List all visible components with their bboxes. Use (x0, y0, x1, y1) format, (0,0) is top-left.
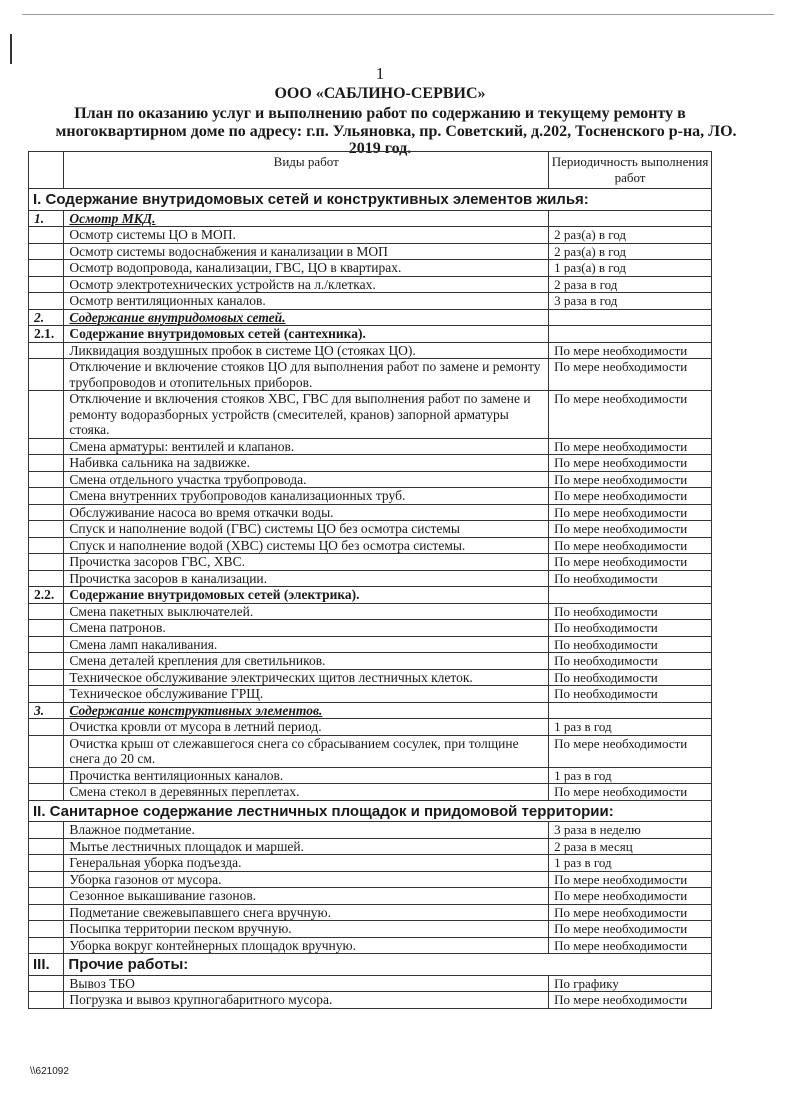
row-number-cell (29, 276, 64, 293)
row-number-cell (29, 488, 64, 505)
table-row (29, 653, 712, 670)
table-row (29, 227, 712, 244)
header-empty-cell (29, 152, 64, 189)
section-3-heading-row (29, 954, 712, 976)
periodicity-cell: По мере необходимости (549, 921, 712, 938)
table-row (29, 871, 712, 888)
row-number-cell (29, 871, 64, 888)
work-type-cell: Мытье лестничных площадок и маршей. (64, 838, 549, 855)
work-type-cell: Смена патронов. (64, 620, 549, 637)
periodicity-cell: По мере необходимости (549, 992, 712, 1009)
work-type-cell: Осмотр системы водоснабжения и канализации в МОП (64, 243, 549, 260)
work-type-cell: Ликвидация воздушных пробок в системе ЦО (стояках ЦО). (64, 342, 549, 359)
page-number: 1 (375, 64, 385, 83)
row-number-cell (29, 669, 64, 686)
table-row (29, 471, 712, 488)
periodicity-cell: 1 раз(а) в год (549, 260, 712, 277)
work-type-cell: Уборка газонов от мусора. (64, 871, 549, 888)
table-row (29, 504, 712, 521)
header-period: Периодичность выполнения работ (549, 152, 712, 189)
subsection-2-1-title: Содержание внутридомовых сетей (сантехника). (64, 326, 549, 343)
table-row (29, 686, 712, 703)
subsection-2-1-row (29, 326, 712, 343)
table-row (29, 554, 712, 571)
subsection-2-row (29, 309, 712, 326)
subsection-2-number: 2. (29, 309, 64, 326)
table-row (29, 669, 712, 686)
row-number-cell (29, 767, 64, 784)
title-line-3: 2019 год. (348, 140, 412, 157)
table-row (29, 767, 712, 784)
title-line-2: многоквартирном доме по адресу: г.п. Ульяновка, пр. Советский, д.202, Тосненского р-на, ЛО. (55, 123, 737, 140)
work-type-cell: Смена пакетных выключателей. (64, 603, 549, 620)
subsection-2-2-title: Содержание внутридомовых сетей (электрика). (64, 587, 549, 604)
table-row (29, 719, 712, 736)
table-row (29, 603, 712, 620)
periodicity-cell: 2 раза в год (549, 276, 712, 293)
periodicity-cell: 1 раз в год (549, 767, 712, 784)
periodicity-cell: По мере необходимости (549, 937, 712, 954)
row-number-cell (29, 243, 64, 260)
row-number-cell (29, 620, 64, 637)
org-name: ООО «САБЛИНО-СЕРВИС» (274, 85, 486, 102)
row-number-cell (29, 784, 64, 801)
table-row (29, 342, 712, 359)
subsection-2-1-number: 2.1. (29, 326, 64, 343)
work-type-cell: Смена ламп накаливания. (64, 636, 549, 653)
document-code: \\621092 (30, 1066, 69, 1077)
subsection-3-number: 3. (29, 702, 64, 719)
periodicity-cell: По мере необходимости (549, 784, 712, 801)
row-number-cell (29, 636, 64, 653)
periodicity-cell: 1 раз в год (549, 719, 712, 736)
scan-top-edge (22, 14, 774, 15)
work-type-cell: Отключение и включение стояков ЦО для выполнения работ по замене и ремонту трубопроводов и отопительных приборов. (64, 359, 549, 391)
title-line-1: План по оказанию услуг и выполнению работ по содержанию и текущему ремонту в (74, 105, 686, 122)
subsection-1-title: Осмотр МКД. (64, 210, 549, 227)
work-type-cell: Очистка кровли от мусора в летний период. (64, 719, 549, 736)
work-type-cell: Осмотр электротехнических устройств на л./клетках. (64, 276, 549, 293)
work-type-cell: Подметание свежевыпавшего снега вручную. (64, 904, 549, 921)
periodicity-cell: 2 раз(а) в год (549, 243, 712, 260)
periodicity-cell: По мере необходимости (549, 471, 712, 488)
periodicity-cell: По мере необходимости (549, 359, 712, 391)
works-table (28, 151, 712, 1009)
row-number-cell (29, 975, 64, 992)
table-row (29, 359, 712, 391)
subsection-2-2-number: 2.2. (29, 587, 64, 604)
row-number-cell (29, 855, 64, 872)
work-type-cell: Набивка сальника на задвижке. (64, 455, 549, 472)
periodicity-cell: По мере необходимости (549, 735, 712, 767)
periodicity-cell: По мере необходимости (549, 438, 712, 455)
work-type-cell: Прочистка вентиляционных каналов. (64, 767, 549, 784)
periodicity-cell: По мере необходимости (549, 554, 712, 571)
work-type-cell: Осмотр водопровода, канализации, ГВС, ЦО в квартирах. (64, 260, 549, 277)
row-number-cell (29, 921, 64, 938)
table-row (29, 636, 712, 653)
table-row (29, 904, 712, 921)
periodicity-cell: По мере необходимости (549, 391, 712, 439)
work-type-cell: Очистка крыш от слежавшегося снега со сбрасыванием сосулек, при толщине снега до 20 см. (64, 735, 549, 767)
periodicity-cell: По необходимости (549, 686, 712, 703)
row-number-cell (29, 293, 64, 310)
header-works: Виды работ (64, 152, 549, 189)
work-type-cell: Генеральная уборка подъезда. (64, 855, 549, 872)
row-number-cell (29, 735, 64, 767)
subsection-3-row (29, 702, 712, 719)
work-type-cell: Вывоз ТБО (64, 975, 549, 992)
work-type-cell: Посыпка территории песком вручную. (64, 921, 549, 938)
work-type-cell: Смена отдельного участка трубопровода. (64, 471, 549, 488)
work-type-cell: Смена внутренних трубопроводов канализационных труб. (64, 488, 549, 505)
row-number-cell (29, 937, 64, 954)
empty-cell (549, 210, 712, 227)
subsection-1-row (29, 210, 712, 227)
table-row (29, 921, 712, 938)
subsection-2-title: Содержание внутридомовых сетей. (64, 309, 549, 326)
table-row (29, 243, 712, 260)
table-row (29, 391, 712, 439)
work-type-cell: Спуск и наполнение водой (ГВС) системы ЦО без осмотра системы (64, 521, 549, 538)
empty-cell (549, 326, 712, 343)
table-row (29, 260, 712, 277)
table-header-row (29, 152, 712, 189)
section-3-heading: Прочие работы: (64, 954, 712, 976)
work-type-cell: Уборка вокруг контейнерных площадок вручную. (64, 937, 549, 954)
periodicity-cell: По мере необходимости (549, 521, 712, 538)
row-number-cell (29, 342, 64, 359)
periodicity-cell: По мере необходимости (549, 537, 712, 554)
periodicity-cell: 1 раз в год (549, 855, 712, 872)
row-number-cell (29, 359, 64, 391)
work-type-cell: Обслуживание насоса во время откачки воды. (64, 504, 549, 521)
periodicity-cell: По необходимости (549, 636, 712, 653)
row-number-cell (29, 992, 64, 1009)
table-row (29, 937, 712, 954)
table-row (29, 293, 712, 310)
work-type-cell: Прочистка засоров ГВС, ХВС. (64, 554, 549, 571)
work-type-cell: Погрузка и вывоз крупногабаритного мусора. (64, 992, 549, 1009)
table-row (29, 735, 712, 767)
work-type-cell: Техническое обслуживание электрических щитов лестничных клеток. (64, 669, 549, 686)
work-type-cell: Техническое обслуживание ГРЩ. (64, 686, 549, 703)
table-row (29, 838, 712, 855)
table-row (29, 276, 712, 293)
row-number-cell (29, 504, 64, 521)
periodicity-cell: По необходимости (549, 653, 712, 670)
work-type-cell: Смена стекол в деревянных переплетах. (64, 784, 549, 801)
table-row (29, 888, 712, 905)
table-row (29, 570, 712, 587)
work-type-cell: Осмотр вентиляционных каналов. (64, 293, 549, 310)
work-type-cell: Прочистка засоров в канализации. (64, 570, 549, 587)
periodicity-cell: 2 раз(а) в год (549, 227, 712, 244)
row-number-cell (29, 653, 64, 670)
row-number-cell (29, 822, 64, 839)
periodicity-cell: По мере необходимости (549, 904, 712, 921)
work-type-cell: Спуск и наполнение водой (ХВС) системы ЦО без осмотра системы. (64, 537, 549, 554)
table-row (29, 855, 712, 872)
periodicity-cell: 3 раза в неделю (549, 822, 712, 839)
section-2-heading: II. Санитарное содержание лестничных площадок и придомовой территории: (29, 800, 712, 822)
periodicity-cell: По необходимости (549, 603, 712, 620)
table-row (29, 822, 712, 839)
table-row (29, 784, 712, 801)
table-row (29, 455, 712, 472)
row-number-cell (29, 554, 64, 571)
row-number-cell (29, 260, 64, 277)
table-row (29, 992, 712, 1009)
periodicity-cell: По мере необходимости (549, 504, 712, 521)
periodicity-cell: По необходимости (549, 669, 712, 686)
row-number-cell (29, 471, 64, 488)
periodicity-cell: 2 раза в месяц (549, 838, 712, 855)
row-number-cell (29, 391, 64, 439)
section-2-heading-row (29, 800, 712, 822)
periodicity-cell: По графику (549, 975, 712, 992)
periodicity-cell: По необходимости (549, 570, 712, 587)
work-type-cell: Влажное подметание. (64, 822, 549, 839)
row-number-cell (29, 570, 64, 587)
row-number-cell (29, 838, 64, 855)
table-row (29, 521, 712, 538)
work-type-cell: Осмотр системы ЦО в МОП. (64, 227, 549, 244)
periodicity-cell: По необходимости (549, 620, 712, 637)
empty-cell (549, 702, 712, 719)
empty-cell (549, 587, 712, 604)
row-number-cell (29, 686, 64, 703)
scan-left-mark (10, 34, 12, 64)
periodicity-cell: По мере необходимости (549, 342, 712, 359)
periodicity-cell: По мере необходимости (549, 488, 712, 505)
periodicity-cell: По мере необходимости (549, 888, 712, 905)
row-number-cell (29, 719, 64, 736)
row-number-cell (29, 537, 64, 554)
empty-cell (549, 309, 712, 326)
section-3-number: III. (29, 954, 64, 976)
subsection-1-number: 1. (29, 210, 64, 227)
table-row (29, 537, 712, 554)
work-type-cell: Отключение и включения стояков ХВС, ГВС для выполнения работ по замене и ремонту водоразборных устройств (смесителей, кранов) запорной арматуры стояка. (64, 391, 549, 439)
work-type-cell: Сезонное выкашивание газонов. (64, 888, 549, 905)
table-row (29, 438, 712, 455)
row-number-cell (29, 521, 64, 538)
periodicity-cell: По мере необходимости (549, 871, 712, 888)
table-row (29, 975, 712, 992)
row-number-cell (29, 904, 64, 921)
work-type-cell: Смена деталей крепления для светильников. (64, 653, 549, 670)
row-number-cell (29, 455, 64, 472)
subsection-3-title: Содержание конструктивных элементов. (64, 702, 549, 719)
row-number-cell (29, 227, 64, 244)
table-row (29, 488, 712, 505)
row-number-cell (29, 603, 64, 620)
row-number-cell (29, 888, 64, 905)
work-type-cell: Смена арматуры: вентилей и клапанов. (64, 438, 549, 455)
table-row (29, 620, 712, 637)
row-number-cell (29, 438, 64, 455)
periodicity-cell: По мере необходимости (549, 455, 712, 472)
section-1-heading: I. Содержание внутридомовых сетей и конструктивных элементов жилья: (29, 189, 712, 211)
section-1-heading-row (29, 189, 712, 211)
subsection-2-2-row (29, 587, 712, 604)
periodicity-cell: 3 раза в год (549, 293, 712, 310)
